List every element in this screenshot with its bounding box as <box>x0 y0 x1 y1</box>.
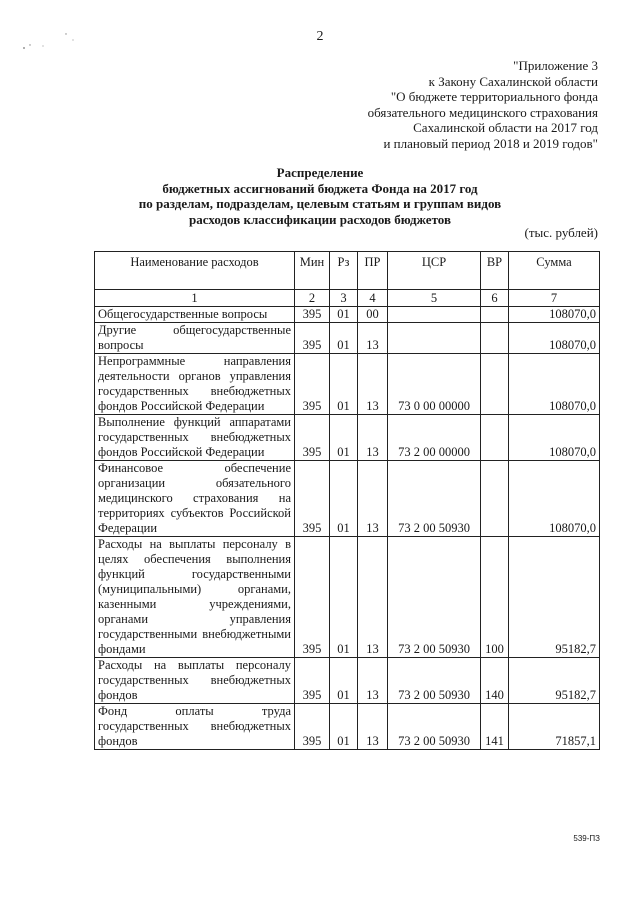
table-row <box>95 323 600 354</box>
cell-min: 395 <box>295 461 330 537</box>
cell-sum: 108070,0 <box>509 415 600 461</box>
cell-csr: 73 2 00 50930 <box>388 658 481 704</box>
cell-min: 395 <box>295 354 330 415</box>
table-row <box>95 354 600 415</box>
cell-vr <box>481 415 509 461</box>
appendix-line: к Закону Сахалинской области <box>428 73 598 89</box>
cell-sum: 108070,0 <box>509 461 600 537</box>
cell-csr: 73 2 00 50930 <box>388 537 481 658</box>
header-sum: Сумма <box>509 252 600 290</box>
header-csr: ЦСР <box>388 252 481 290</box>
cell-name: Фонд оплаты труда государственных внебюджетных фондов <box>95 704 295 750</box>
units-note: (тыс. рублей) <box>524 225 598 240</box>
header-name: Наименование расходов <box>95 252 295 290</box>
cell-csr <box>388 323 481 354</box>
cell-vr <box>481 461 509 537</box>
table-row <box>95 658 600 704</box>
cell-name: Другие общегосударственные вопросы <box>95 323 295 354</box>
cell-pr: 13 <box>358 354 388 415</box>
column-number: 3 <box>330 290 358 307</box>
table-row <box>95 307 600 323</box>
column-number: 4 <box>358 290 388 307</box>
cell-name: Общегосударственные вопросы <box>95 307 295 323</box>
column-number: 2 <box>295 290 330 307</box>
page-number: 2 <box>316 29 324 44</box>
cell-csr <box>388 307 481 323</box>
cell-min: 395 <box>295 323 330 354</box>
cell-sum: 95182,7 <box>509 537 600 658</box>
table-row <box>95 415 600 461</box>
column-number: 6 <box>481 290 509 307</box>
cell-sum: 108070,0 <box>509 354 600 415</box>
cell-pr: 13 <box>358 704 388 750</box>
appendix-line: "О бюджете территориального фонда <box>390 89 598 104</box>
cell-rz: 01 <box>330 307 358 323</box>
cell-csr: 73 2 00 50930 <box>388 461 481 537</box>
cell-pr: 13 <box>358 415 388 461</box>
cell-min: 395 <box>295 537 330 658</box>
title-line: по разделам, подразделам, целевым статьям и группам видов <box>138 196 502 211</box>
title-line: бюджетных ассигнований бюджета Фонда на 2017 год <box>162 180 478 196</box>
cell-min: 395 <box>295 704 330 750</box>
cell-rz: 01 <box>330 415 358 461</box>
cell-min: 395 <box>295 658 330 704</box>
cell-csr: 73 2 00 00000 <box>388 415 481 461</box>
cell-vr: 100 <box>481 537 509 658</box>
footer-stamp: 539-ПЗ <box>573 834 600 843</box>
title-line: расходов классификации расходов бюджетов <box>189 211 451 227</box>
cell-name: Расходы на выплаты персоналу в целях обеспечения выполнения функций государственными (муниципальными) органами, казенными учреждениями, органами управления государственными внебюджетными фондами <box>95 537 295 658</box>
appendix-line: и плановый период 2018 и 2019 годов" <box>383 135 598 151</box>
cell-min: 395 <box>295 415 330 461</box>
cell-rz: 01 <box>330 354 358 415</box>
cell-pr: 13 <box>358 461 388 537</box>
table-header-row <box>95 252 600 290</box>
cell-name: Непрограммные направления деятельности органов управления государственных внебюджетных фондов Российской Федерации <box>95 354 295 415</box>
cell-rz: 01 <box>330 658 358 704</box>
cell-vr: 141 <box>481 704 509 750</box>
cell-rz: 01 <box>330 323 358 354</box>
cell-sum: 108070,0 <box>509 307 600 323</box>
cell-name: Расходы на выплаты персоналу государственных внебюджетных фондов <box>95 658 295 704</box>
column-number: 7 <box>509 290 600 307</box>
cell-rz: 01 <box>330 537 358 658</box>
title-line: Распределение <box>276 165 364 180</box>
appendix-line: "Приложение 3 <box>513 58 598 73</box>
cell-sum: 71857,1 <box>509 704 600 750</box>
cell-csr: 73 2 00 50930 <box>388 704 481 750</box>
cell-vr <box>481 354 509 415</box>
cell-rz: 01 <box>330 704 358 750</box>
cell-pr: 13 <box>358 658 388 704</box>
header-pr: ПР <box>358 252 388 290</box>
column-number-row <box>95 290 600 307</box>
cell-min: 395 <box>295 307 330 323</box>
table-row <box>95 704 600 750</box>
appendix-line: Сахалинской области на 2017 год <box>413 120 598 135</box>
budget-table <box>94 251 600 750</box>
header-rz: Рз <box>330 252 358 290</box>
cell-vr: 140 <box>481 658 509 704</box>
cell-vr <box>481 323 509 354</box>
cell-pr: 00 <box>358 307 388 323</box>
header-min: Мин <box>295 252 330 290</box>
cell-rz: 01 <box>330 461 358 537</box>
cell-vr <box>481 307 509 323</box>
cell-pr: 13 <box>358 537 388 658</box>
cell-pr: 13 <box>358 323 388 354</box>
appendix-line: обязательного медицинского страхования <box>367 104 598 120</box>
column-number: 5 <box>388 290 481 307</box>
cell-csr: 73 0 00 00000 <box>388 354 481 415</box>
cell-name: Финансовое обеспечение организации обязательного медицинского страхования на территориях субъектов Российской Федерации <box>95 461 295 537</box>
document-title <box>0 165 640 227</box>
header-vr: ВР <box>481 252 509 290</box>
cell-name: Выполнение функций аппаратами государственных внебюджетных фондов Российской Федерации <box>95 415 295 461</box>
cell-sum: 95182,7 <box>509 658 600 704</box>
appendix-reference <box>298 58 598 151</box>
table-row <box>95 537 600 658</box>
table-row <box>95 461 600 537</box>
cell-sum: 108070,0 <box>509 323 600 354</box>
column-number: 1 <box>95 290 295 307</box>
